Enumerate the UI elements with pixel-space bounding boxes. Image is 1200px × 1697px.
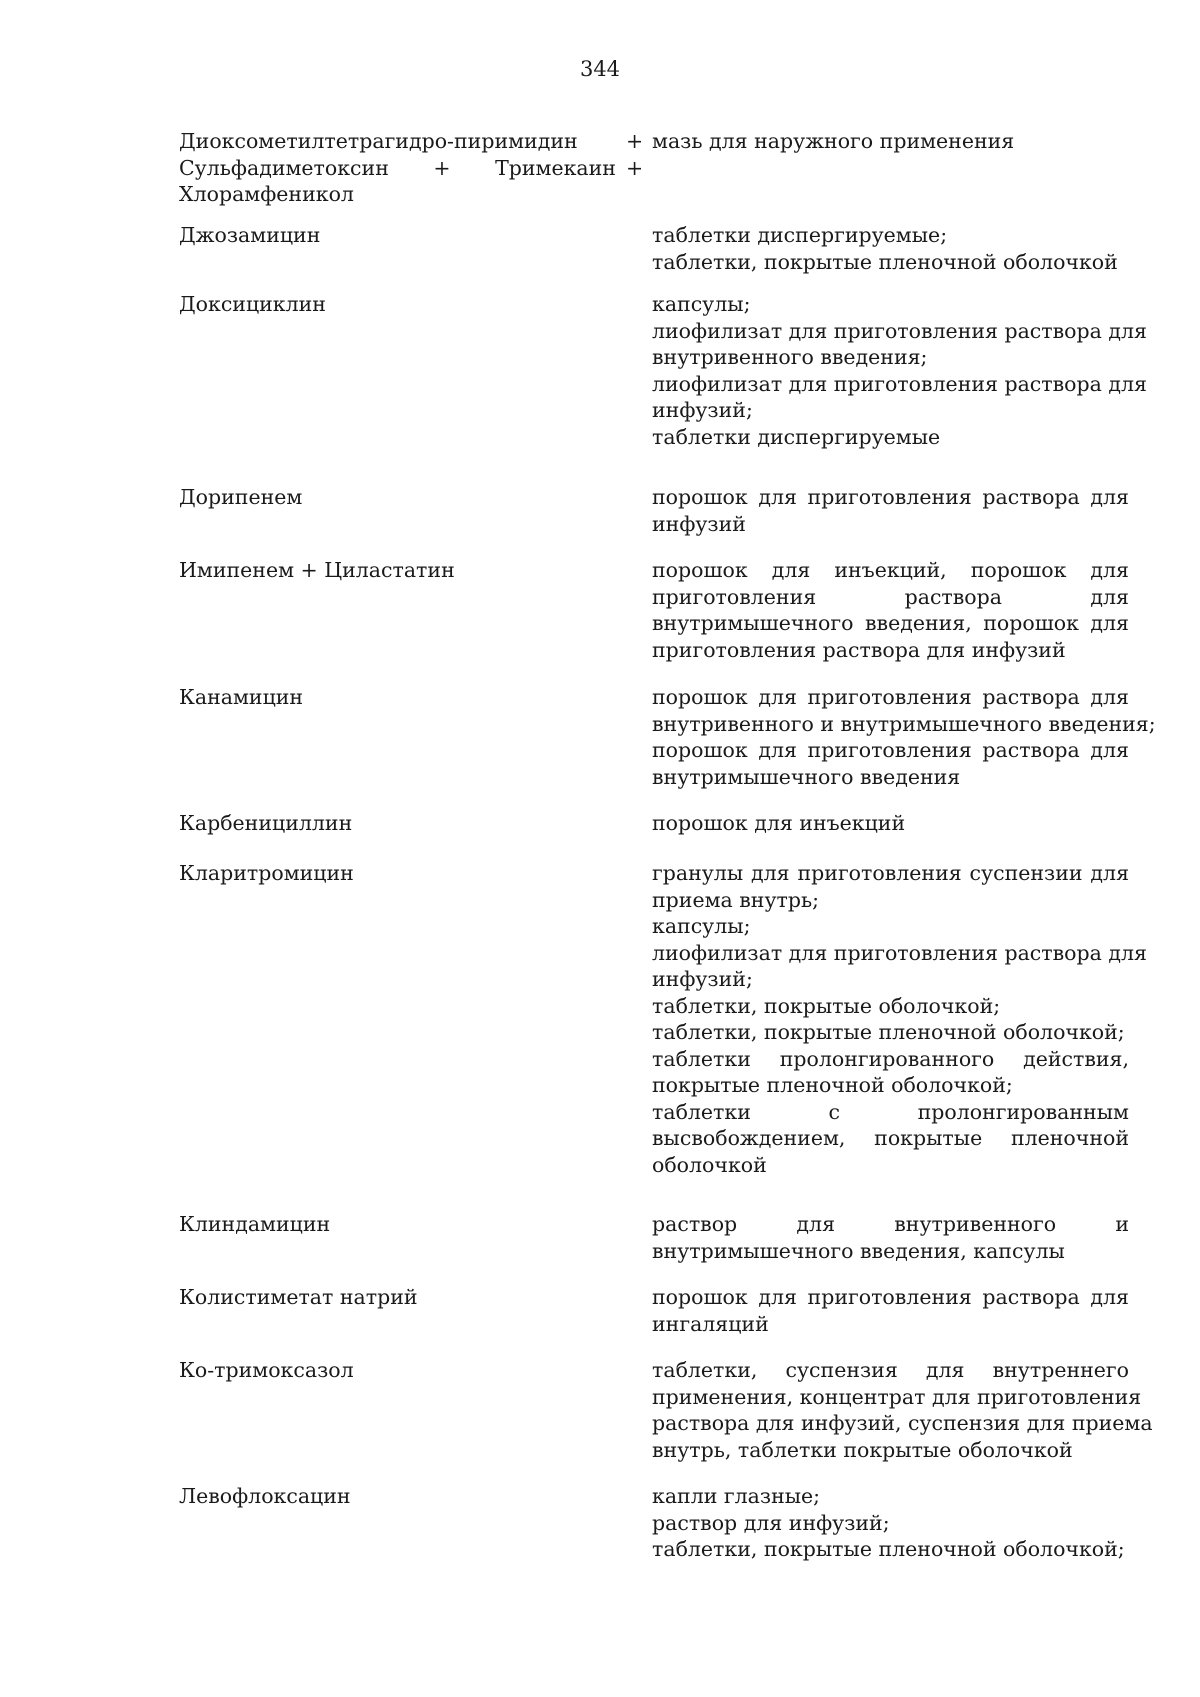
dosage-form-line: капсулы; [652,292,751,316]
dosage-forms [652,1357,1153,1463]
drug-name: Кларитромицин [179,861,354,885]
dosage-form-line: таблетки с пролонгированным [652,1099,1129,1124]
dosage-form-line: приема внутрь; [652,887,820,912]
drug-name-line: Сульфадиметоксин + Тримекаин [179,155,616,180]
dosage-form-line: ингаляций [652,1311,769,1336]
drug-name: Канамицин [179,685,304,709]
dosage-forms [652,1211,1129,1264]
dosage-form-line: внутримышечного введения [652,764,961,789]
dosage-forms [652,557,1129,663]
dosage-form-line: оболочкой [652,1152,767,1177]
drug-name: Дорипенем [179,485,303,509]
dosage-form-line: инфузий [652,511,746,536]
dosage-form-line: внутривенного и внутримышечного введения; [652,711,1156,736]
dosage-form-line: раствора для инфузий, суспензия для приема [652,1411,1153,1435]
dosage-form-line: таблетки диспергируемые [652,424,941,449]
dosage-form-line: лиофилизат для приготовления раствора для [652,318,1147,343]
drug-name: Левофлоксацин [179,1484,351,1508]
dosage-form-line: внутрь, таблетки покрытые оболочкой [652,1437,1073,1462]
dosage-form-line: применения, концентрат для приготовления [652,1384,1142,1409]
dosage-form-line: гранулы для приготовления суспензии для [652,861,1129,885]
drug-name-line: Диоксометилтетрагидро-пиримидин [179,129,578,153]
dosage-form-line: порошок для инъекций [652,811,906,835]
plus-mark: + [626,155,644,180]
dosage-form-line: приготовления раствора для [652,584,1129,609]
dosage-form-line: порошок для приготовления раствора для [652,485,1129,509]
dosage-form-line: раствор для инфузий; [652,1510,890,1535]
dosage-form-line: капли глазные; [652,1484,821,1508]
dosage-form-line: порошок для приготовления раствора для [652,685,1129,709]
dosage-forms [652,222,1129,275]
plus-marks [626,128,644,181]
dosage-form-line: таблетки, покрытые оболочкой; [652,993,1001,1018]
dosage-form-line: порошок для приготовления раствора для [652,1285,1129,1309]
drug-name: Колистиметат натрий [179,1285,418,1309]
drug-name-line: Хлорамфеникол [179,182,354,206]
dosage-form-line: приготовления раствора для инфузий [652,637,1066,662]
dosage-form-line: таблетки диспергируемые; [652,223,948,247]
dosage-form-line: высвобождением, покрытые пленочной [652,1126,1129,1150]
dosage-forms [652,1284,1129,1337]
drug-name: Доксициклин [179,292,326,316]
dosage-form-line: таблетки, покрытые пленочной оболочкой; [652,1537,1125,1561]
dosage-forms [652,128,1129,155]
dosage-forms [652,860,1147,1178]
dosage-form-line: порошок для инъекций, порошок для [652,558,1129,582]
drug-name: Имипенем + Циластатин [179,558,455,582]
dosage-form-line: порошок для приготовления раствора для [652,738,1129,762]
dosage-form-line: раствор для внутривенного и [652,1212,1129,1236]
dosage-forms [652,484,1129,537]
drug-name: Ко-тримоксазол [179,1358,354,1382]
dosage-form-line: покрытые пленочной оболочкой; [652,1073,1013,1097]
dosage-form-line: внутримышечного введения, порошок для [652,611,1129,635]
dosage-forms [652,291,1147,450]
dosage-form-line: внутримышечного введения, капсулы [652,1238,1065,1263]
drug-name: Джозамицин [179,223,321,247]
plus-mark: + [626,129,644,153]
dosage-form-line: лиофилизат для приготовления раствора для [652,371,1147,396]
dosage-form-line: капсулы; [652,914,751,938]
drug-name: Клиндамицин [179,1212,331,1236]
dosage-form-line: таблетки, покрытые пленочной оболочкой; [652,1020,1125,1044]
dosage-form-line: инфузий; [652,398,753,422]
dosage-form-line: инфузий; [652,967,753,991]
drug-name [179,128,624,208]
page-number: 344 [579,57,621,81]
dosage-forms [652,1483,1129,1563]
dosage-form-line: мазь для наружного применения [652,129,1015,153]
dosage-forms [652,810,1129,837]
dosage-form-line: таблетки, покрытые пленочной оболочкой [652,249,1118,274]
dosage-form-line: таблетки, суспензия для внутреннего [652,1358,1129,1382]
dosage-form-line: лиофилизат для приготовления раствора для [652,940,1147,965]
dosage-form-line: таблетки пролонгированного действия, [652,1046,1129,1071]
dosage-forms [652,684,1156,790]
drug-name: Карбенициллин [179,811,353,835]
dosage-form-line: внутривенного введения; [652,345,928,369]
